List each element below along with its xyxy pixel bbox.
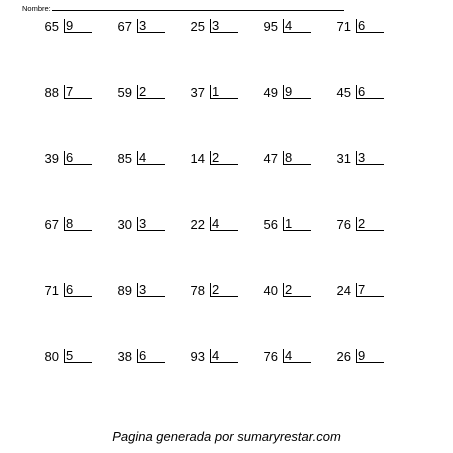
divisor: 7	[358, 282, 366, 297]
division-problem	[101, 19, 174, 85]
division-bracket[interactable]	[283, 85, 311, 99]
divisor: 3	[212, 18, 220, 33]
division-bracket[interactable]	[210, 85, 238, 99]
dividend: 25	[190, 19, 205, 34]
division-bracket[interactable]	[356, 217, 384, 231]
division-problem	[174, 217, 247, 283]
division-bracket[interactable]	[283, 217, 311, 231]
divisor: 6	[358, 84, 366, 99]
dividend: 24	[336, 283, 351, 298]
dividend: 14	[190, 151, 205, 166]
division-bracket[interactable]	[137, 217, 165, 231]
division-bracket[interactable]	[356, 19, 384, 33]
division-problem	[247, 349, 320, 415]
division-problem	[320, 217, 393, 283]
divisor: 4	[285, 18, 293, 33]
division-bracket[interactable]	[137, 85, 165, 99]
division-bracket[interactable]	[283, 283, 311, 297]
division-problem	[28, 151, 101, 217]
name-blank-line[interactable]	[52, 10, 344, 11]
division-problem	[320, 19, 393, 85]
problem-row	[28, 85, 408, 151]
division-problem	[28, 85, 101, 151]
divisor: 3	[139, 216, 147, 231]
dividend: 38	[117, 349, 132, 364]
divisor: 2	[139, 84, 147, 99]
dividend: 67	[117, 19, 132, 34]
dividend: 80	[44, 349, 59, 364]
division-problem	[174, 19, 247, 85]
division-problem	[247, 85, 320, 151]
dividend: 56	[263, 217, 278, 232]
division-bracket[interactable]	[137, 349, 165, 363]
division-problem	[101, 283, 174, 349]
division-bracket[interactable]	[210, 283, 238, 297]
division-problems-grid	[28, 19, 408, 415]
divisor: 2	[358, 216, 366, 231]
division-problem	[174, 151, 247, 217]
dividend: 37	[190, 85, 205, 100]
division-bracket[interactable]	[283, 19, 311, 33]
division-bracket[interactable]	[64, 85, 92, 99]
division-bracket[interactable]	[64, 217, 92, 231]
footer-credit: Pagina generada por sumaryrestar.com	[112, 429, 341, 444]
dividend: 30	[117, 217, 132, 232]
dividend: 71	[336, 19, 351, 34]
division-problem	[320, 151, 393, 217]
division-problem	[28, 217, 101, 283]
division-problem	[247, 19, 320, 85]
divisor: 9	[66, 18, 74, 33]
dividend: 76	[263, 349, 278, 364]
divisor: 1	[285, 216, 293, 231]
division-problem	[101, 85, 174, 151]
problem-row	[28, 283, 408, 349]
division-bracket[interactable]	[210, 19, 238, 33]
divisor: 6	[66, 282, 74, 297]
division-problem	[174, 283, 247, 349]
dividend: 31	[336, 151, 351, 166]
dividend: 49	[263, 85, 278, 100]
division-bracket[interactable]	[137, 283, 165, 297]
divisor: 3	[358, 150, 366, 165]
dividend: 95	[263, 19, 278, 34]
dividend: 22	[190, 217, 205, 232]
division-problem	[101, 349, 174, 415]
dividend: 93	[190, 349, 205, 364]
divisor: 6	[139, 348, 147, 363]
division-problem	[320, 85, 393, 151]
name-label: Nombre:	[22, 4, 51, 13]
division-problem	[247, 217, 320, 283]
dividend: 39	[44, 151, 59, 166]
divisor: 1	[212, 84, 220, 99]
dividend: 65	[44, 19, 59, 34]
divisor: 2	[212, 282, 220, 297]
division-bracket[interactable]	[137, 151, 165, 165]
divisor: 8	[66, 216, 74, 231]
divisor: 5	[66, 348, 74, 363]
divisor: 2	[212, 150, 220, 165]
division-problem	[247, 283, 320, 349]
dividend: 76	[336, 217, 351, 232]
divisor: 6	[358, 18, 366, 33]
name-field-row	[22, 1, 344, 13]
divisor: 8	[285, 150, 293, 165]
division-bracket[interactable]	[210, 349, 238, 363]
divisor: 4	[212, 216, 220, 231]
problem-row	[28, 151, 408, 217]
division-bracket[interactable]	[137, 19, 165, 33]
division-bracket[interactable]	[64, 283, 92, 297]
division-problem	[320, 349, 393, 415]
divisor: 2	[285, 282, 293, 297]
dividend: 88	[44, 85, 59, 100]
divisor: 9	[285, 84, 293, 99]
dividend: 89	[117, 283, 132, 298]
division-bracket[interactable]	[356, 85, 384, 99]
division-problem	[247, 151, 320, 217]
division-bracket[interactable]	[356, 283, 384, 297]
divisor: 7	[66, 84, 74, 99]
dividend: 67	[44, 217, 59, 232]
division-bracket[interactable]	[64, 349, 92, 363]
dividend: 85	[117, 151, 132, 166]
problem-row	[28, 19, 408, 85]
problem-row	[28, 349, 408, 415]
division-bracket[interactable]	[64, 19, 92, 33]
division-bracket[interactable]	[64, 151, 92, 165]
division-problem	[101, 217, 174, 283]
division-problem	[28, 283, 101, 349]
division-problem	[174, 85, 247, 151]
divisor: 6	[66, 150, 74, 165]
division-problem	[28, 349, 101, 415]
division-problem	[320, 283, 393, 349]
dividend: 26	[336, 349, 351, 364]
dividend: 59	[117, 85, 132, 100]
problem-row	[28, 217, 408, 283]
divisor: 4	[139, 150, 147, 165]
division-problem	[101, 151, 174, 217]
division-problem	[28, 19, 101, 85]
division-bracket[interactable]	[210, 151, 238, 165]
divisor: 3	[139, 18, 147, 33]
division-bracket[interactable]	[210, 217, 238, 231]
divisor: 3	[139, 282, 147, 297]
dividend: 47	[263, 151, 278, 166]
division-bracket[interactable]	[283, 151, 311, 165]
division-bracket[interactable]	[283, 349, 311, 363]
divisor: 4	[285, 348, 293, 363]
division-bracket[interactable]	[356, 349, 384, 363]
dividend: 40	[263, 283, 278, 298]
dividend: 45	[336, 85, 351, 100]
divisor: 4	[212, 348, 220, 363]
division-bracket[interactable]	[356, 151, 384, 165]
dividend: 78	[190, 283, 205, 298]
dividend: 71	[44, 283, 59, 298]
division-problem	[174, 349, 247, 415]
divisor: 9	[358, 348, 366, 363]
